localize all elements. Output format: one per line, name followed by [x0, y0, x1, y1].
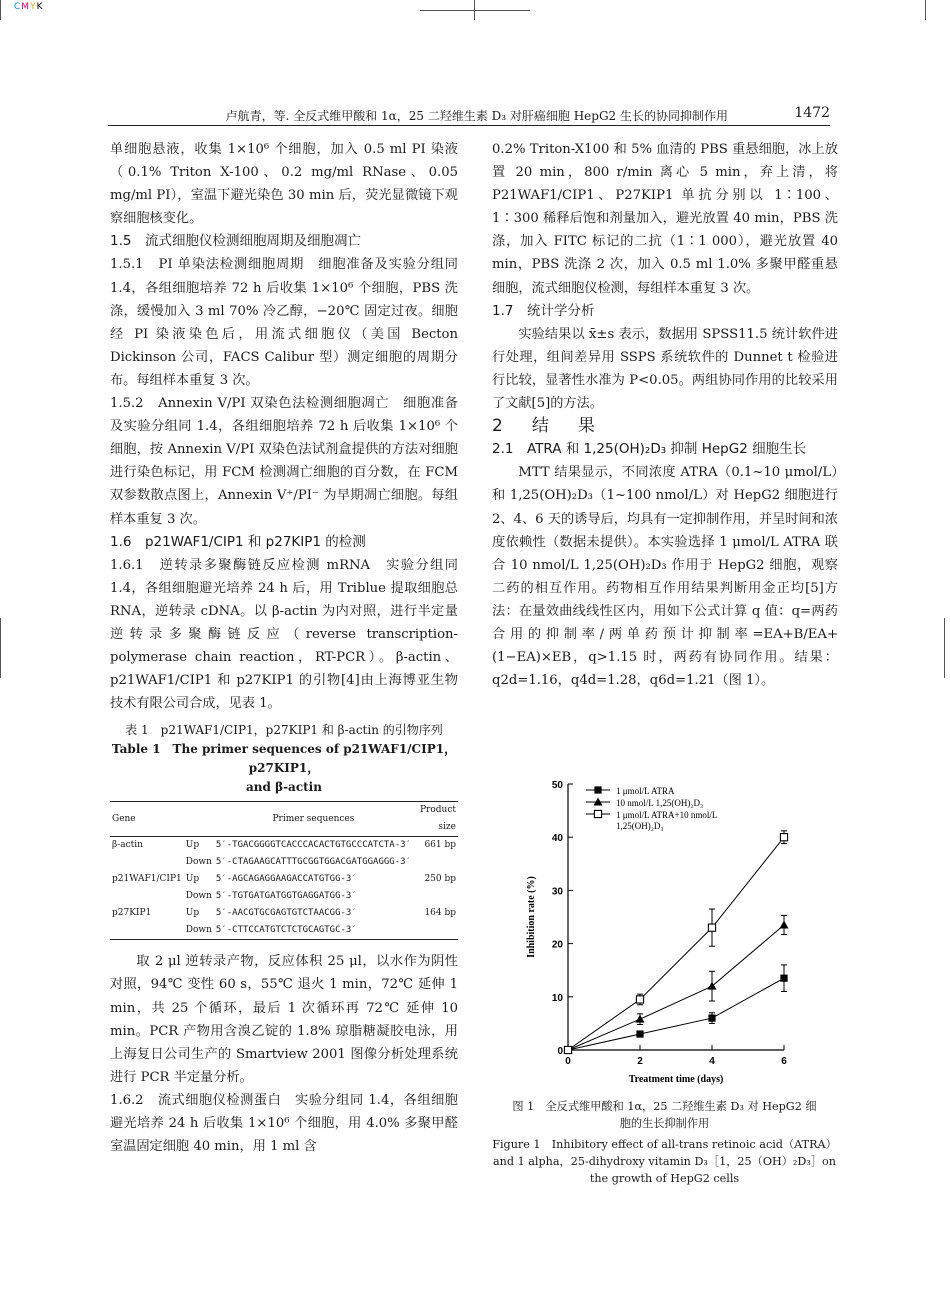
- data-point: [636, 1030, 643, 1037]
- table-cell: p27KIP1: [112, 908, 152, 919]
- figure-1-chart: [492, 768, 842, 1093]
- paragraph-1-6-1: 1.6.1 逆转录多聚酶链反应检测 mRNA 实验分组同 1.4，各组细胞避光培养 24 h 后，用 Triblue 提取细胞总 RNA，逆转录 cDNA。以 β-actin 为内对照，进行半定量逆转录多聚酶链反应（reverse transcription-polymerase chain reaction，RT-PCR）。β-actin、p21WAF1/CIP1 和 p27KIP1 的引物[4]由上海博亚生物技术有限公司合成，见表 1。: [110, 557, 458, 712]
- table-cell: β-actin: [112, 840, 143, 851]
- figure-caption-en-1: Figure 1 Inhibitory effect of all-trans retinoic acid（ATRA）: [492, 1138, 837, 1151]
- section-heading-2: 2 结 果: [492, 416, 601, 437]
- x-tick-label: 6: [781, 1056, 787, 1067]
- section-heading-2-1: 2.1 ATRA 和 1,25(OH)₂D₃ 抑制 HepG2 细胞生长: [492, 441, 807, 458]
- y-tick-label: 10: [551, 992, 563, 1004]
- table-cell: [413, 888, 458, 905]
- table-row: [110, 854, 458, 871]
- table-cell: 5′-TGACGGGGTCACCCACACTGTGCCCATCTA-3′: [215, 840, 411, 851]
- figure-caption-en-3: the growth of HepG2 cells: [589, 1172, 740, 1185]
- table-cell: Down: [184, 922, 214, 940]
- figure-caption: [492, 1098, 837, 1187]
- table-cell: [110, 854, 184, 871]
- legend-label: 1 μmol/L ATRA: [616, 786, 675, 796]
- legend-label: 1 μmol/L ATRA+10 nmol/L: [616, 810, 718, 820]
- paragraph-1-7: 实验结果以 x̄±s 表示，数据用 SPSS11.5 统计软件进行处理，组间差异用 SSPS 系统软件的 Dunnet t 检验进行比较，显著性水准为 P<0.05。两组协同作用的比较采用了文献[5]的方法。: [492, 326, 838, 412]
- x-tick-label: 2: [637, 1056, 643, 1067]
- table-cell: 5′-CTAGAAGCATTTGCGGTGGACGATGGAGGG-3′: [215, 857, 411, 868]
- table-cell: 250 bp: [424, 874, 456, 885]
- data-point: [708, 1014, 715, 1021]
- series-line: [568, 837, 784, 1050]
- x-tick-label: 0: [565, 1056, 571, 1067]
- cmyk-k: K: [36, 2, 44, 12]
- x-axis-label: Treatment time (days): [628, 1074, 724, 1085]
- table-cell: 5′-AGCAGAGGAAGACCATGTGG-3′: [215, 874, 357, 885]
- data-point: [564, 1046, 571, 1053]
- primer-table: [110, 801, 458, 940]
- table-cell: 5′-TGTGATGATGGTGAGGATGG-3′: [215, 891, 357, 902]
- table-row: [110, 837, 458, 855]
- paragraph-1-5-1: 1.5.1 PI 单染法检测细胞周期 细胞准备及实验分组同 1.4，各组细胞培养 72 h 后收集 1×10⁶ 个细胞，PBS 洗涤，缓慢加入 3 ml 70% 冷乙醇，−20℃ 固定过夜。细胞经 PI 染液染色后，用流式细胞仪（美国 Becton Dickinson 公司，FACS Calibur 型）测定细胞的周期分布。每组样本重复 3 次。: [110, 257, 458, 388]
- cmyk-y: Y: [30, 2, 37, 12]
- table-header: Product size: [413, 802, 458, 837]
- section-heading-1-7: 1.7 统计学分析: [492, 302, 595, 319]
- table-cell: p21WAF1/CIP1: [112, 874, 182, 885]
- table-caption-en-1: Table 1 The primer sequences of p21WAF1/CIP1，p27KIP1，: [111, 742, 457, 776]
- cmyk-registration-mark: [14, 2, 43, 12]
- paragraph: 单细胞悬液，收集 1×10⁶ 个细胞，加入 0.5 ml PI 染液（0.1% Triton X-100、0.2 mg/ml RNase、0.05 mg/ml PI），室温下避光染色 30 min 后，荧光显微镜下观察细胞核变化。: [110, 142, 458, 227]
- x-tick-label: 4: [709, 1056, 715, 1067]
- cmyk-m: M: [21, 2, 31, 12]
- table-row: [110, 922, 458, 940]
- data-point: [636, 996, 643, 1003]
- table-cell: 5′-CTTCCATGTCTCTGCAGTGC-3′: [214, 922, 413, 940]
- table-cell: Up: [185, 874, 200, 885]
- table-header: [184, 802, 214, 837]
- table-row: [110, 905, 458, 922]
- y-tick-label: 30: [551, 886, 563, 898]
- section-heading-1-6: 1.6 p21WAF1/CIP1 和 p27KIP1 的检测: [110, 533, 366, 550]
- section-heading-1-5: 1.5 流式细胞仪检测细胞周期及细胞凋亡: [110, 233, 361, 250]
- table-cell: 661 bp: [424, 840, 456, 851]
- running-header: [108, 103, 830, 126]
- chart-series: [564, 831, 789, 1054]
- y-tick-label: 0: [557, 1046, 563, 1057]
- chart-legend: [586, 786, 717, 831]
- series-line: [568, 925, 784, 1050]
- legend-label: 10 nmol/L 1,25(OH)₂D₃: [616, 798, 704, 808]
- crop-mark: [0, 0, 1, 20]
- paragraph-2-1: MTT 结果显示，不同浓度 ATRA（0.1~10 μmol/L）和 1,25(OH)₂D₃（1~100 nmol/L）对 HepG2 细胞进行 2、4、6 天的诱导后，均具有一定抑制作用，并呈时间和浓度依赖性（数据未提供）。本实验选择 1 μmol/L ATRA 联合 10 nmol/L 1,25(OH)₂D₃ 作用于 HepG2 细胞，观察二药的相互作用。药物相互作用结果判断用金正均[5]方法：在量效曲线线性区内，用如下公式计算 q 值：q=两药合用的抑制率/两单药预计抑制率=EA+B/EA+(1−EA)×EB，q>1.15 时，两药有协同作用。结果：q2d=1.16，q4d=1.28，q6d=1.21（图 1）。: [492, 465, 838, 689]
- cmyk-c: C: [14, 2, 22, 12]
- table-caption-cn: 表 1 p21WAF1/CIP1，p27KIP1 和 β-actin 的引物序列: [125, 723, 443, 738]
- left-column: [110, 138, 458, 1158]
- table-cell: [110, 922, 184, 940]
- series-line: [568, 978, 784, 1050]
- crop-mark: [944, 618, 945, 678]
- table-header: Primer sequences: [214, 802, 413, 837]
- data-point: [708, 924, 715, 931]
- y-tick-label: 20: [551, 939, 563, 951]
- table-cell: Down: [185, 891, 212, 902]
- paragraph-1-5-2: 1.5.2 Annexin V/PI 双染色法检测细胞凋亡 细胞准备及实验分组同 1.4，各组细胞培养 72 h 后收集 1×10⁶ 个细胞，按 Annexin V/PI 双染色法试剂盒提供的方法对细胞进行染色标记，用 FCM 检测凋亡细胞的百分数，在 FCM 双参数散点图上，Annexin V⁺/PI⁻ 为早期凋亡细胞。每组样本重复 3 次。: [110, 396, 458, 527]
- data-point: [594, 786, 601, 793]
- data-point: [780, 975, 787, 982]
- table-cell: [413, 922, 458, 940]
- crop-mark: [0, 618, 1, 678]
- figure-caption-en-2: and 1 alpha，25-dihydroxy vitamin D₃［1，25（OH）₂D₃］on: [492, 1155, 837, 1168]
- figure-caption-cn-1: 图 1 全反式维甲酸和 1α，25 二羟维生素 D₃ 对 HepG2 细: [512, 1100, 817, 1113]
- table-header: Gene: [110, 802, 184, 837]
- page-number: 1472: [794, 105, 830, 121]
- paragraph-1-6-2: 1.6.2 流式细胞仪检测蛋白 实验分组同 1.4，各组细胞避光培养 24 h 后收集 1×10⁶ 个细胞，用 4.0% 多聚甲醛室温固定细胞 40 min，用 1 ml 含: [110, 1092, 458, 1155]
- data-point: [780, 920, 789, 928]
- figure-caption-cn-2: 胞的生长抑制作用: [619, 1117, 710, 1130]
- paragraph: 0.2% Triton-X100 和 5% 血清的 PBS 重悬细胞，冰上放置 20 min，800 r/min 离心 5 min，弃上清，将 P21WAF1/CIP1、P27KIP1 单抗分别以 1∶100、1∶300 稀释后饱和剂量加入，避光放置 40 min，PBS 洗涤，加入 FITC 标记的二抗（1∶1 000），避光放置 40 min，PBS 洗涤 2 次，加入 0.5 ml 1.0% 多聚甲醛重悬细胞，流式细胞仪检测，每组样本重复 3 次。: [492, 142, 838, 296]
- table-cell: 164 bp: [424, 908, 456, 919]
- table-cell: Up: [185, 840, 200, 851]
- crop-mark: [420, 10, 530, 11]
- table-cell: Up: [185, 908, 200, 919]
- legend-label: 1,25(OH)₂D₃: [616, 821, 664, 831]
- table-row: [110, 871, 458, 888]
- data-point: [594, 810, 601, 817]
- y-tick-label: 40: [551, 833, 563, 845]
- table-cell: Down: [185, 857, 212, 868]
- y-axis-label: Inhibition rate (%): [526, 876, 537, 958]
- header-title: 卢航青，等. 全反式维甲酸和 1α，25 二羟维生素 D₃ 对肝癌细胞 HepG2 生长的协同抑制作用: [225, 109, 728, 123]
- table-cell: [413, 854, 458, 871]
- primer-table-block: [110, 721, 458, 940]
- y-tick-label: 50: [551, 780, 563, 791]
- crop-mark: [925, 0, 926, 20]
- paragraph-pcr: 取 2 μl 逆转录产物，反应体积 25 μl，以水作为阴性对照，94℃ 变性 60 s，55℃ 退火 1 min，72℃ 延伸 1 min，共 25 个循环，最后 1 次循环再 72℃ 延伸 10 min。PCR 产物用含溴乙锭的 1.8% 琼脂糖凝胶电泳，用上海复日公司生产的 Smartview 2001 图像分析处理系统进行 PCR 半定量分析。: [110, 954, 458, 1085]
- table-row: [110, 888, 458, 905]
- data-point: [636, 1015, 645, 1023]
- right-column: [492, 138, 838, 692]
- table-cell: 5′-AACGTGCGAGTGTCTAACGG-3′: [215, 908, 357, 919]
- table-caption-en-2: and β-actin: [246, 780, 322, 795]
- data-point: [780, 834, 787, 841]
- table-cell: [110, 888, 184, 905]
